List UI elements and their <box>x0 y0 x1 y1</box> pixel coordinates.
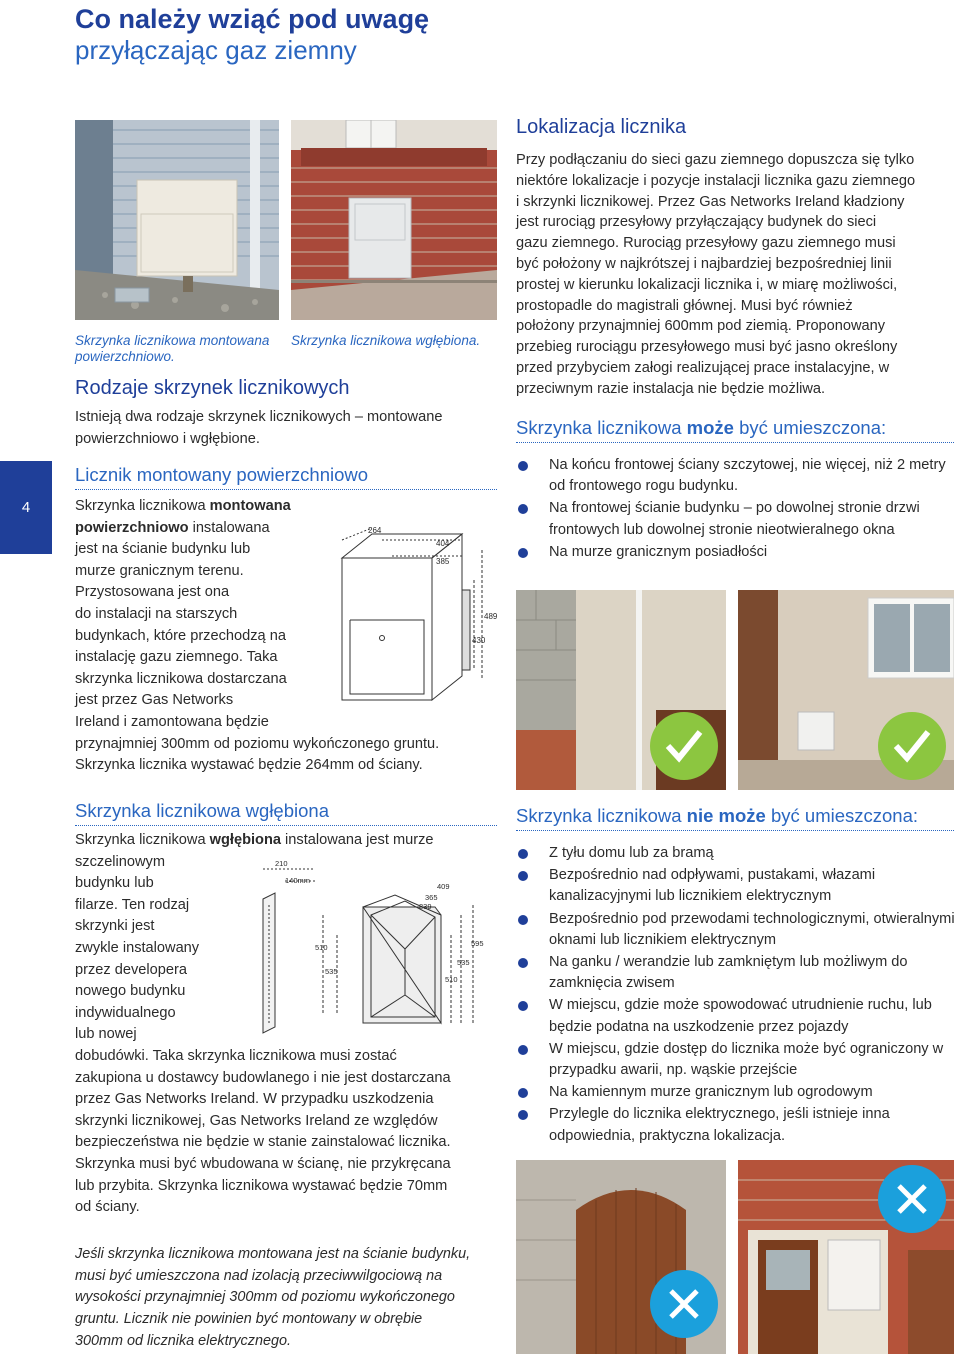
text-line: przeciwnym razie instalacja nie będzie możliwa. <box>516 380 826 397</box>
can-heading-a: Skrzynka licznikowa <box>516 417 687 438</box>
line-text: przynajmniej 300mm od poziomu wykończonego gruntu. <box>75 735 440 752</box>
dim-430: 430 <box>472 636 486 645</box>
line-text: instalowana jest murze <box>281 832 434 848</box>
line-text: nowego budynku <box>75 983 186 1000</box>
dim-535-right: 535 <box>457 958 470 967</box>
line-text: bezpieczeństwa nie będzie w stanie zainstalować licznika. <box>75 1134 451 1151</box>
line-text: zakupiona u dostawcy budowlanego i nie jest dostarczana <box>75 1069 451 1086</box>
line-text: budynku lub <box>75 875 154 892</box>
text-line: prostopadle do magistrali głównej. Musi być również <box>516 297 853 314</box>
dim-210: 210 <box>275 859 288 868</box>
recessed-box-photo-art <box>291 120 497 320</box>
text-line <box>75 830 500 852</box>
emphasis-text: wgłębiona <box>209 832 281 848</box>
dim-404: 404 <box>436 539 450 548</box>
text-line <box>75 1197 500 1219</box>
cross-icon <box>667 1287 701 1321</box>
list-item: Na ganku / werandzie lub zamkniętym lub możliwym do zamknięcia zwisem <box>516 952 956 994</box>
line-text: lub nowej <box>75 1026 137 1043</box>
page-number: 4 <box>21 499 31 516</box>
location-heading: Lokalizacja licznika <box>516 116 687 138</box>
allowed-check-badge <box>878 712 946 780</box>
emphasis-text: montowana <box>209 498 291 514</box>
text-line: i skrzynki licznikowej. Przez Gas Networks Ireland kładziony <box>516 193 905 210</box>
can-heading <box>516 417 954 443</box>
surface-box-drawing <box>332 520 502 720</box>
list-item: Na kamiennym murze granicznym lub ogrodowym <box>516 1082 956 1103</box>
text-line <box>75 1089 500 1111</box>
line-text: instalację gazu ziemnego. Taka <box>75 649 278 666</box>
page-title: Co należy wziąć pod uwagę <box>75 4 430 34</box>
forbidden-x-badge <box>650 1270 718 1338</box>
dim-140mm: 140mm <box>285 876 311 885</box>
types-heading: Rodzaje skrzynek licznikowych <box>75 377 350 399</box>
dim-595: 595 <box>471 939 484 948</box>
list-item: Z tyłu domu lub za bramą <box>516 843 956 864</box>
text-line <box>75 1111 500 1133</box>
text-line: przebieg rurociągu przesyłowego musi być jasno określony <box>516 339 898 356</box>
surface-caption-line2: powierzchniowo. <box>75 349 175 364</box>
list-item: Bezpośrednio pod przewodami technologicznymi, otwieralnymi oknami lub licznikiem elektrycznym <box>516 909 956 951</box>
line-text: Przystosowana jest ona <box>75 584 230 601</box>
recessed-box-drawing <box>255 855 495 1035</box>
text-line: jest rurociąg przesyłowy przyłączający budynek do sieci <box>516 214 877 231</box>
text-line: Przy podłączaniu do sieci gazu ziemnego dopuszcza się tylko <box>516 152 915 168</box>
dim-385: 385 <box>436 557 450 566</box>
types-intro-line2: powierzchniowo i wgłębione. <box>75 430 260 447</box>
list-item: Na murze granicznym posiadłości <box>516 542 956 563</box>
forbidden-x-badge <box>878 1165 946 1233</box>
text-line: położony przynajmniej 600mm pod ziemią. Proponowany <box>516 318 886 335</box>
line-text: przez developera <box>75 961 187 978</box>
line-text: jest przez Gas Networks <box>75 692 234 709</box>
list-item: W miejscu, gdzie może spowodować utrudnienie ruchu, lub będzie podatna na uszkodzenie przez pojazdy <box>516 995 956 1037</box>
page-number-tab <box>0 461 52 554</box>
dim-535-left: 535 <box>325 967 338 976</box>
list-item: Przylegle do licznika elektrycznego, jeśli istnieje inna odpowiednia, praktyczna lokalizacja. <box>516 1104 956 1146</box>
can-list <box>516 455 956 564</box>
dim-365: 365 <box>425 893 438 902</box>
dim-510-right: 510 <box>445 975 458 984</box>
dim-409: 409 <box>437 882 450 891</box>
line-text: indywidualnego <box>75 1004 176 1021</box>
recessed-heading: Skrzynka licznikowa wgłębiona <box>75 800 497 826</box>
list-item: W miejscu, gdzie dostęp do licznika może być ograniczony w przypadku awarii, np. wąskie przejście <box>516 1039 956 1081</box>
text-line <box>75 734 500 756</box>
emphasis-text: powierzchniowo <box>75 519 189 536</box>
recessed-photo-caption: Skrzynka licznikowa wgłębiona. <box>291 333 481 348</box>
line-text: Skrzynka licznikowa <box>75 498 210 514</box>
page-subtitle: przyłączając gaz ziemny <box>75 35 357 65</box>
cannot-heading-b: nie może <box>686 805 766 826</box>
text-line: prostej w kierunku lokalizacji licznika i, w miarę możliwości, <box>516 276 898 293</box>
note-line: wysokości przynajmniej 300mm od poziomu wykończonego <box>75 1289 455 1306</box>
text-line <box>75 1154 500 1176</box>
location-body <box>516 150 956 400</box>
list-item: Bezpośrednio nad odpływami, pustakami, włazami kanalizacyjnymi lub licznikiem elektrycznym <box>516 865 956 907</box>
list-item: Na końcu frontowej ściany szczytowej, nie więcej, niż 2 metry od frontowego rogu budynku. <box>516 455 956 497</box>
dim-510-left: 510 <box>315 943 328 952</box>
surface-box-photo <box>75 120 279 320</box>
cannot-heading-a: Skrzynka licznikowa <box>516 805 687 826</box>
cannot-heading-c: być umieszczona: <box>765 805 919 826</box>
line-text: skrzynki licznikowej, Gas Networks Ireland ze względów <box>75 1112 438 1129</box>
text-line <box>75 1068 500 1090</box>
note-line: musi być umieszczona nad izolacją przeciwwilgociową na <box>75 1267 443 1284</box>
types-intro <box>75 407 500 450</box>
text-line: gazu ziemnego. Rurociąg przesyłowy gazu ziemnego musi <box>516 235 896 252</box>
line-text: skrzynka licznikowa dostarczana <box>75 670 287 687</box>
types-intro-line1: Istnieją dwa rodzaje skrzynek licznikowych – montowane <box>75 409 443 425</box>
dim-489: 489 <box>484 612 498 621</box>
line-text: filarze. Ten rodzaj <box>75 896 190 913</box>
cross-icon <box>895 1182 929 1216</box>
line-text: Skrzynka musi być wbudowana w ścianę, nie przykręcana <box>75 1155 451 1172</box>
installation-note <box>75 1244 505 1353</box>
text-line: przed przybyciem załogi realizującej prace instalacyjne, w <box>516 359 890 376</box>
surface-heading: Licznik montowany powierzchniowo <box>75 464 497 490</box>
text-line: być położony w najkrótszej i najbardziej bezpośredniej linii <box>516 255 892 272</box>
line-text: do instalacji na starszych <box>75 605 238 622</box>
line-text: przez Gas Networks Ireland. W przypadku uszkodzenia <box>75 1091 434 1108</box>
text-line <box>75 1132 500 1154</box>
allowed-check-badge <box>650 712 718 780</box>
can-heading-c: być umieszczona: <box>733 417 887 438</box>
cannot-heading <box>516 805 954 831</box>
note-line: Jeśli skrzynka licznikowa montowana jest na ścianie budynku, <box>75 1246 471 1262</box>
line-text: lub przybita. Skrzynka licznikowa wystawać będzie 70mm <box>75 1177 448 1194</box>
surface-box-photo-art <box>75 120 279 320</box>
line-text: dobudówki. Taka skrzynka licznikowa musi zostać <box>75 1047 397 1064</box>
text-line <box>75 496 500 518</box>
note-line: 300mm od licznika elektrycznego. <box>75 1332 291 1349</box>
line-text: Ireland i zamontowana będzie <box>75 713 269 730</box>
recessed-box-photo <box>291 120 497 320</box>
line-text: skrzynki jest <box>75 918 155 935</box>
surface-caption-line1: Skrzynka licznikowa montowana <box>75 333 270 348</box>
check-icon <box>664 728 704 764</box>
line-text: Skrzynka licznikowa <box>75 832 210 848</box>
surface-photo-caption <box>75 333 285 365</box>
text-line <box>75 755 500 777</box>
line-text: zwykle instalowany <box>75 939 200 956</box>
line-text: od ściany. <box>75 1199 140 1216</box>
text-line <box>75 1046 500 1068</box>
line-text: budynkach, które przechodzą na <box>75 627 286 644</box>
can-heading-b: może <box>686 417 734 438</box>
text-line <box>75 1176 500 1198</box>
line-text: Skrzynka licznika wystawać będzie 264mm od ściany. <box>75 757 423 774</box>
line-text: jest na ścianie budynku lub <box>75 541 251 558</box>
dim-339: 339 <box>419 902 432 911</box>
line-text: szczelinowym <box>75 853 166 870</box>
surface-box-drawing-art <box>332 520 502 720</box>
check-icon <box>892 728 932 764</box>
line-text: murze granicznym terenu. <box>75 562 244 579</box>
text-line: niektóre lokalizacje i pozycje instalacji licznika gazu ziemnego <box>516 172 916 189</box>
note-line: gruntu. Licznik nie powinien być montowany w obrębie <box>75 1311 423 1328</box>
list-item: Na frontowej ścianie budynku – po dowolnej stronie drzwi frontowych lub dowolnej stronie nieotwieralnego okna <box>516 498 956 540</box>
cannot-list <box>516 843 956 1148</box>
line-text: instalowana <box>188 519 270 536</box>
dim-264: 264 <box>368 526 382 535</box>
